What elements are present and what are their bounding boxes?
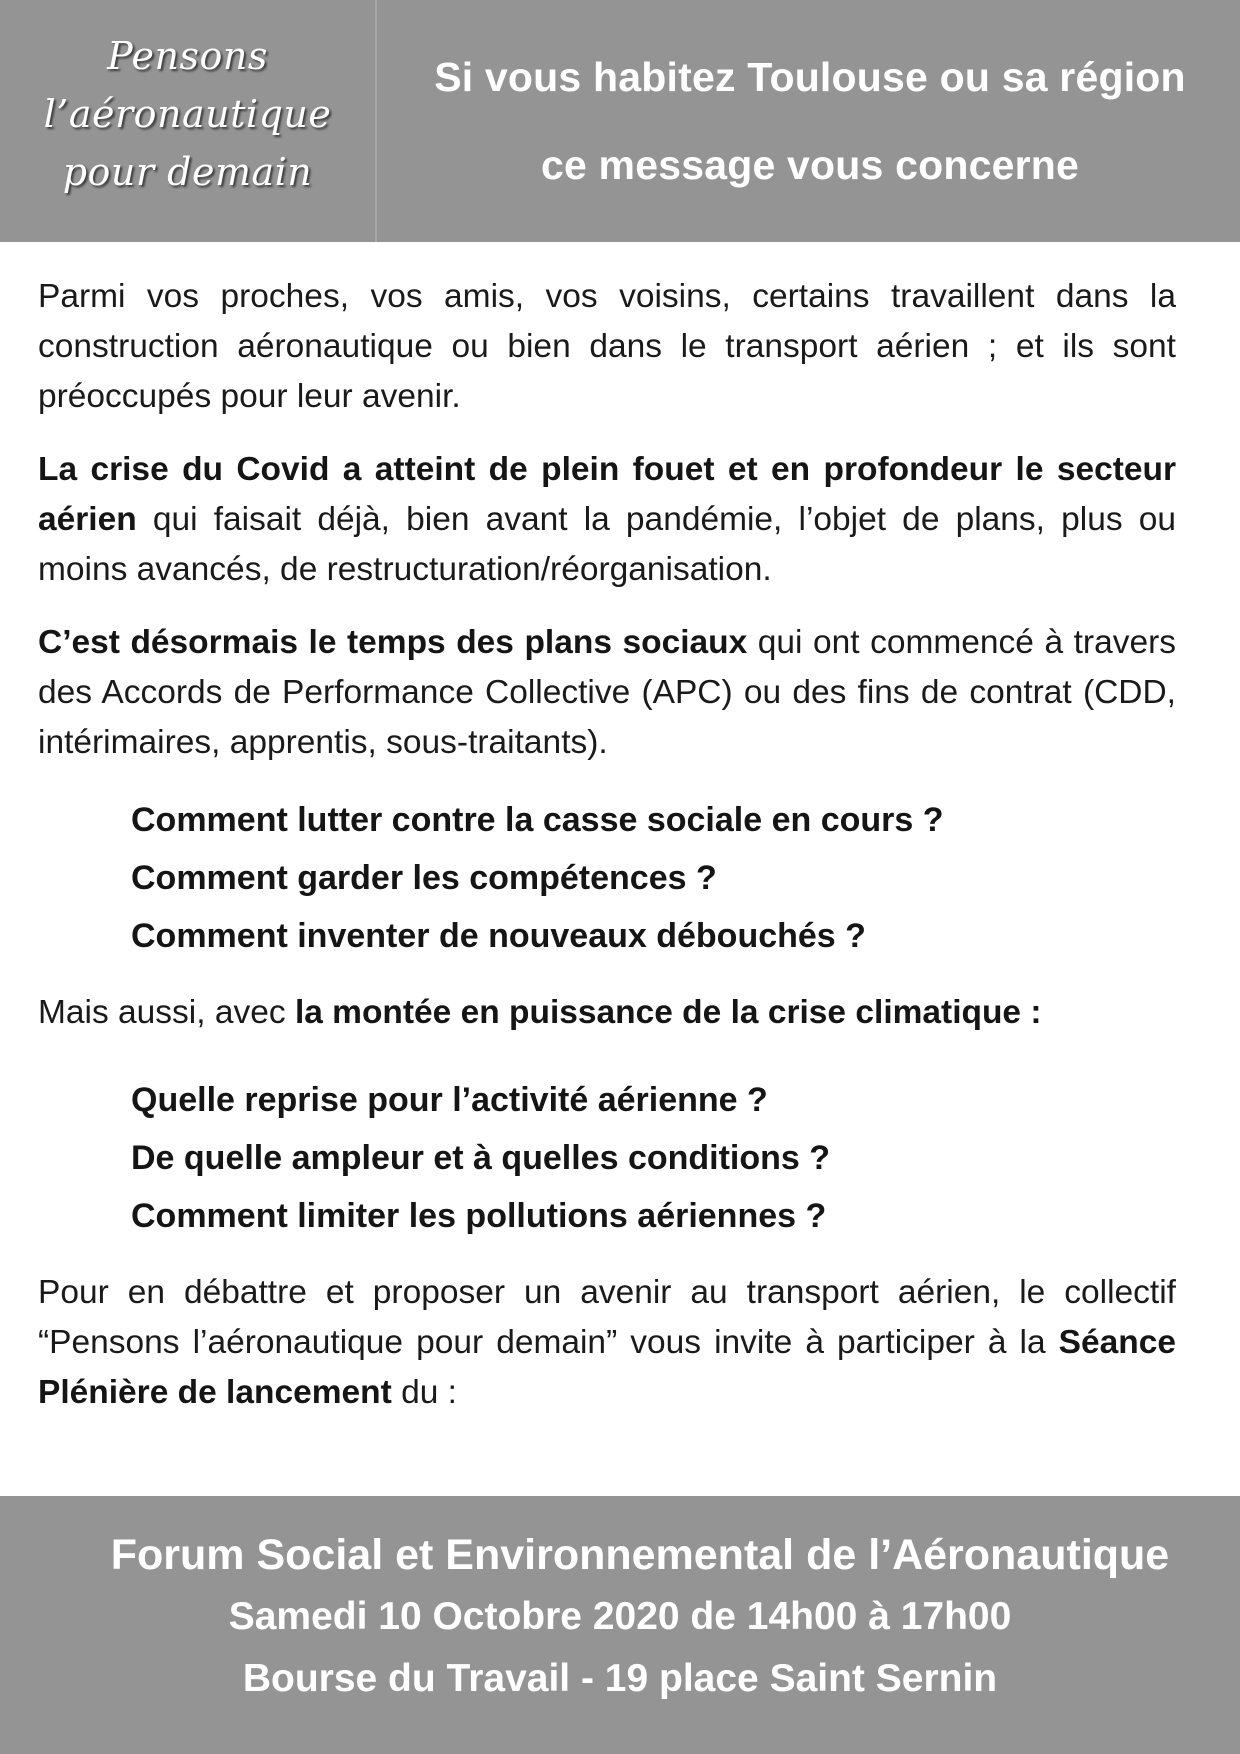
question-item: Comment garder les compétences ? (131, 859, 717, 897)
paragraph-covid (38, 445, 1176, 595)
paragraph-climat-bold: la montée en puissance de la crise climatique : (294, 994, 1042, 1031)
event-footer-band (0, 1496, 1240, 1754)
question-item: Comment limiter les pollutions aériennes ? (131, 1197, 827, 1235)
headline-line-2: ce message vous concerne (540, 142, 1080, 188)
collective-logo (0, 0, 377, 242)
question-item: Comment inventer de nouveaux débouchés ? (131, 917, 866, 955)
event-place: Bourse du Travail - 19 place Saint Sernin (242, 1657, 998, 1700)
paragraph-plans-bold: C’est désormais le temps des plans sociaux (38, 624, 748, 661)
question-item: De quelle ampleur et à quelles conditions ? (131, 1139, 831, 1177)
paragraph-covid-bold: La crise du Covid a atteint de plein fouet et en profondeur le secteur aérien (38, 451, 1176, 538)
questions-social (131, 791, 1176, 965)
paragraph-plans-rest: qui ont commencé à travers des Accords de Performance Collective (APC) ou des fins de contrat (CDD, intérimaires, apprentis, sous-traitants). (38, 624, 1176, 761)
paragraph-invitation (38, 1268, 1176, 1418)
paragraph-invitation-text: Pour en débattre et proposer un avenir au transport aérien, le collectif “Pensons l’aéronautique pour demain” vous invite à participer à la (38, 1274, 1176, 1361)
logo-line-2: l’aéronautique (43, 92, 332, 136)
headline (380, 0, 1240, 242)
paragraph-covid-rest: qui faisait déjà, bien avant la pandémie, l’objet de plans, plus ou moins avancés, de restructuration/réorganisation. (38, 501, 1176, 588)
paragraph-invitation-bold: Séance Plénière de lancement (38, 1324, 1176, 1411)
header-band (0, 0, 1240, 242)
paragraph-climat-intro: Mais aussi, avec (38, 994, 295, 1031)
logo-line-1: Pensons (107, 34, 268, 78)
paragraph-plans-sociaux (38, 618, 1176, 768)
questions-climat (131, 1071, 1176, 1245)
logo-line-3: pour demain (62, 150, 313, 194)
event-date: Samedi 10 Octobre 2020 de 14h00 à 17h00 (228, 1595, 1012, 1638)
paragraph-invitation-end: du : (391, 1374, 457, 1411)
headline-line-1: Si vous habitez Toulouse ou sa région (434, 54, 1186, 100)
event-title: Forum Social et Environnemental de l’Aéronautique (110, 1531, 1170, 1579)
question-item: Quelle reprise pour l’activité aérienne ? (131, 1081, 768, 1119)
body-content (38, 272, 1176, 1441)
paragraph-intro: Parmi vos proches, vos amis, vos voisins, certains travaillent dans la construction aéronautique ou bien dans le transport aérien ; et ils sont préoccupés pour leur avenir. (38, 278, 1176, 415)
question-item: Comment lutter contre la casse sociale en cours ? (131, 801, 944, 839)
paragraph-climat (38, 988, 1176, 1038)
